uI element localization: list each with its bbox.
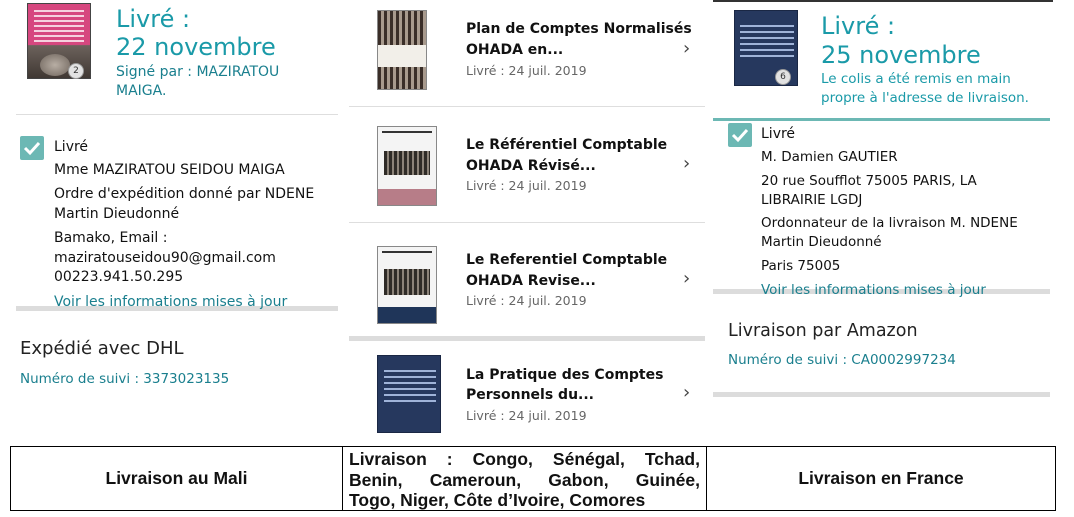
order-items-list	[345, 0, 709, 440]
status-title: Livré :	[116, 5, 191, 33]
item-title-line1: Le Référentiel Comptable	[466, 137, 668, 153]
item-title-line1: La Pratique des Comptes	[466, 367, 664, 383]
table-cell-mali	[11, 447, 343, 510]
chevron-right-icon: ›	[683, 153, 691, 174]
list-item[interactable]	[353, 112, 703, 224]
item-date: Livré : 24 juil. 2019	[466, 63, 587, 78]
cell-text-line3: Togo, Niger, Côte d’Ivoire, Comores	[349, 490, 646, 510]
divider	[16, 114, 338, 115]
item-date: Livré : 24 juil. 2019	[466, 408, 587, 423]
check-icon	[23, 140, 41, 156]
status-title: Livré :	[821, 12, 896, 40]
item-title-line1: Plan de Comptes Normalisés	[466, 21, 692, 37]
quantity-badge: 2	[68, 63, 84, 79]
divider	[349, 106, 705, 107]
item-date: Livré : 24 juil. 2019	[466, 178, 587, 193]
update-info-link[interactable]: Voir les informations mises à jour	[54, 294, 288, 310]
cell-text-line1: Livraison : Congo, Sénégal, Tchad,	[349, 449, 700, 469]
list-item[interactable]	[353, 0, 703, 112]
table-cell-regions	[343, 447, 707, 510]
divider	[349, 222, 705, 223]
check-label: Livré	[54, 139, 89, 155]
book-cover-image	[377, 126, 437, 206]
list-item[interactable]	[353, 340, 703, 452]
address-line1: 20 rue Soufflot 75005 PARIS, LA	[761, 173, 977, 189]
delivered-checkbox[interactable]	[20, 136, 44, 160]
status-date: 22 novembre	[116, 33, 276, 61]
check-label: Livré	[761, 126, 796, 142]
tracking-number[interactable]: Numéro de suivi : CA0002997234	[728, 352, 956, 368]
item-title-line1: Le Referentiel Comptable	[466, 252, 668, 268]
status-date: 25 novembre	[821, 41, 981, 69]
table-cell-france	[707, 447, 1055, 510]
delivered-line1: Le colis a été remis en main	[821, 71, 1011, 87]
address-line2: LIBRAIRIE LGDJ	[761, 192, 863, 208]
quantity-badge: 6	[775, 69, 791, 85]
delivery-regions-table	[10, 446, 1056, 511]
delivered-line2: propre à l'adresse de livraison.	[821, 90, 1029, 106]
book-cover-image	[377, 355, 441, 433]
item-title-line2: OHADA Revise...	[466, 273, 596, 289]
order-line1: Ordonnateur de la livraison M. NDENE	[761, 215, 1018, 231]
chevron-right-icon: ›	[683, 382, 691, 403]
divider	[713, 392, 1050, 397]
signed-by-line2: MAIGA.	[116, 83, 167, 99]
address-line3: 00223.941.50.295	[54, 269, 184, 285]
book-cover-image	[377, 246, 437, 324]
chevron-right-icon: ›	[683, 268, 691, 289]
order-line1: Ordre d'expédition donné par NDENE	[54, 186, 315, 202]
carrier-label: Livraison par Amazon	[728, 321, 918, 341]
item-date: Livré : 24 juil. 2019	[466, 293, 587, 308]
book-cover-image	[377, 10, 427, 90]
top-border	[713, 0, 1053, 2]
delivered-checkbox[interactable]	[728, 123, 752, 147]
cell-text: Livraison au Mali	[105, 468, 248, 488]
cell-text: Livraison en France	[798, 468, 964, 488]
address-line2: maziratouseidou90@gmail.com	[54, 250, 276, 266]
order-line2: Martin Dieudonné	[761, 234, 882, 250]
check-icon	[731, 127, 749, 143]
item-title-line2: Personnels du...	[466, 387, 594, 403]
list-item[interactable]	[353, 226, 703, 338]
signed-by-line1: Signé par : MAZIRATOU	[116, 64, 280, 80]
progress-divider	[713, 118, 1050, 121]
cell-text-line2: Benin, Cameroun, Gabon, Guinée,	[349, 469, 700, 490]
item-title-line2: OHADA en...	[466, 42, 564, 58]
item-title-line2: OHADA Révisé...	[466, 158, 596, 174]
recipient-name: M. Damien GAUTIER	[761, 149, 898, 165]
carrier-label: Expédié avec DHL	[20, 338, 184, 359]
update-info-link[interactable]: Voir les informations mises à jour	[761, 282, 986, 298]
france-delivery-panel	[709, 0, 1074, 440]
recipient-name: Mme MAZIRATOU SEIDOU MAIGA	[54, 162, 285, 178]
order-line2: Martin Dieudonné	[54, 206, 180, 222]
tracking-number[interactable]: Numéro de suivi : 3373023135	[20, 371, 230, 387]
chevron-right-icon: ›	[683, 38, 691, 59]
city: Paris 75005	[761, 258, 841, 274]
mali-delivery-panel	[0, 0, 345, 440]
address-line1: Bamako, Email :	[54, 230, 168, 246]
